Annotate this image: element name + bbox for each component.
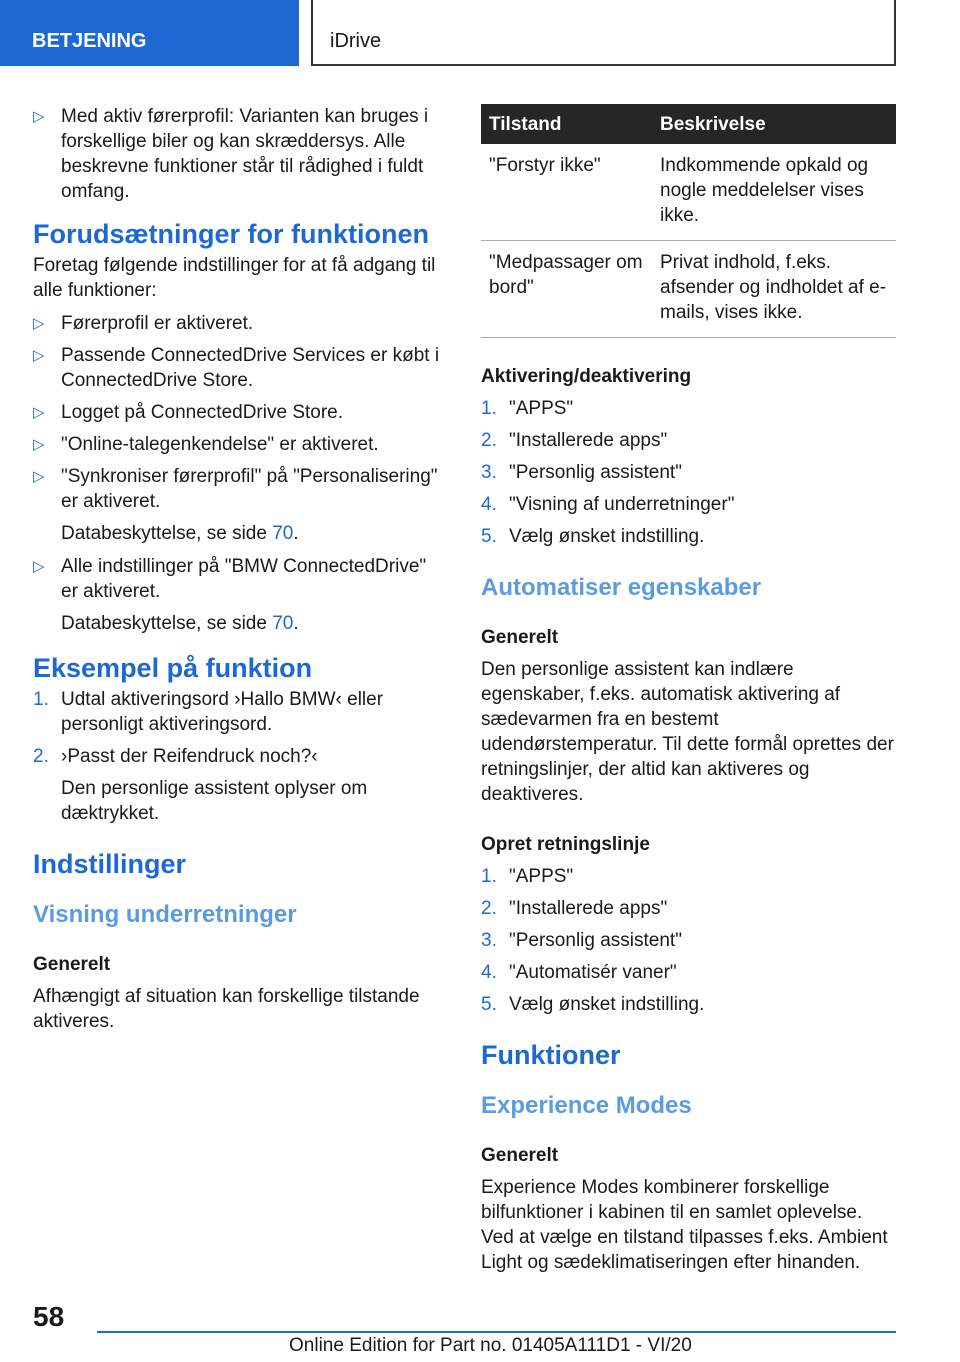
- step-number: 4.: [481, 962, 497, 983]
- triangle-bullet-icon: ▷: [33, 436, 45, 453]
- triangle-bullet-icon: ▷: [33, 404, 45, 421]
- left-column: [33, 104, 443, 1034]
- modes-general-heading: Generelt: [481, 1145, 559, 1166]
- triangle-bullet-icon: ▷: [33, 315, 45, 332]
- cross-reference: Databeskyttelse, se side 70.: [61, 523, 299, 544]
- prereq-heading: Forudsætninger for funktionen: [33, 219, 429, 249]
- step-number: 1.: [33, 689, 49, 710]
- table-header-row: [481, 104, 896, 144]
- triangle-bullet-icon: ▷: [33, 108, 45, 125]
- table-header-state: Tilstand: [481, 104, 652, 144]
- step-item: 5. Vælg ønsket indstilling.: [481, 526, 705, 547]
- example-heading: Eksempel på funktion: [33, 653, 313, 683]
- list-item: ▷ Førerprofil er aktiveret.: [33, 313, 254, 334]
- chapter-title: iDrive: [330, 30, 382, 52]
- chapter-tab: [311, 0, 896, 66]
- step-number: 4.: [481, 494, 497, 515]
- step-number: 2.: [33, 746, 49, 767]
- settings-heading: Indstillinger: [33, 849, 187, 879]
- modes-table: [481, 104, 896, 338]
- list-item: ▷ Logget på ConnectedDrive Store.: [33, 402, 344, 423]
- automate-general-text: Den personlige assistent kan indlære egenskaber, f.eks. automatisk aktivering af sædevarmen fra en bestemt udendørstemperatur. Til dette formål oprettes der retningslinjer, der altid kan aktiveres og deaktiveres.: [481, 659, 894, 805]
- step-number: 5.: [481, 994, 497, 1015]
- list-item: ▷ Alle indstillinger på "BMW ConnectedDrive" er aktiveret.: [33, 556, 427, 602]
- general-heading: Generelt: [33, 954, 111, 975]
- table-cell: "Forstyr ikke": [481, 144, 652, 241]
- triangle-bullet-icon: ▷: [33, 347, 45, 364]
- table-cell: Privat indhold, f.eks. afsender og indholdet af e-mails, vises ikke.: [652, 241, 896, 338]
- list-item: ▷ Passende ConnectedDrive Services er købt i ConnectedDrive Store.: [33, 345, 440, 391]
- step-item: 1. "APPS": [481, 866, 574, 887]
- list-item: ▷ Med aktiv førerprofil: Varianten kan bruges i forskellige biler og kan skræddersys. Alle beskrevne funktioner står til rådighed i fuldt omfang.: [33, 106, 429, 202]
- table-cell: "Medpassager om bord": [481, 241, 652, 338]
- triangle-bullet-icon: ▷: [33, 558, 45, 575]
- guideline-heading: Opret retningslinje: [481, 834, 650, 855]
- modes-heading: Experience Modes: [481, 1092, 692, 1119]
- table-cell: Indkommende opkald og nogle meddelelser vises ikke.: [652, 144, 896, 241]
- list-item: ▷ "Synkroniser førerprofil" på "Personalisering" er aktiveret.: [33, 466, 438, 512]
- automate-general-heading: Generelt: [481, 627, 559, 648]
- step-item: 3. "Personlig assistent": [481, 462, 682, 483]
- section-tab: [0, 0, 299, 66]
- prereq-intro: Foretag følgende indstillinger for at få adgang til alle funktioner:: [33, 255, 436, 301]
- step-item: 1. Udtal aktiveringsord ›Hallo BMW‹ eller personligt aktiveringsord.: [33, 689, 384, 735]
- step-item: 5. Vælg ønsket indstilling.: [481, 994, 705, 1015]
- page-link[interactable]: 70: [272, 613, 294, 634]
- step-item: 2. "Installerede apps": [481, 430, 668, 451]
- step-result: Den personlige assistent oplyser om dæktrykket.: [61, 778, 368, 824]
- step-item: 4. "Automatisér vaner": [481, 962, 677, 983]
- page-number: 58: [33, 1301, 65, 1332]
- page-link[interactable]: 70: [272, 523, 294, 544]
- step-number: 1.: [481, 398, 497, 419]
- activation-heading: Aktivering/deaktivering: [481, 366, 692, 387]
- triangle-bullet-icon: ▷: [33, 468, 45, 485]
- functions-heading: Funktioner: [481, 1040, 621, 1070]
- step-item: 2. "Installerede apps": [481, 898, 668, 919]
- table-header-description: Beskrivelse: [652, 104, 896, 144]
- step-item: 3. "Personlig assistent": [481, 930, 682, 951]
- list-item: ▷ "Online-talegenkendelse" er aktiveret.: [33, 434, 379, 455]
- general-text: Afhængigt af situation kan forskellige tilstande aktiveres.: [33, 986, 420, 1032]
- step-item: 4. "Visning af underretninger": [481, 494, 735, 515]
- step-number: 2.: [481, 898, 497, 919]
- step-number: 3.: [481, 930, 497, 951]
- section-title: BETJENING: [32, 30, 147, 52]
- step-number: 2.: [481, 430, 497, 451]
- modes-general-text: Experience Modes kombinerer forskellige bilfunktioner i kabinen til en samlet oplevelse. Ved at vælge en tilstand tilpasses f.eks. Ambient Light og sædeklimatiseringen efter hinanden.: [481, 1177, 888, 1273]
- table-row: [481, 144, 896, 241]
- table-row: [481, 241, 896, 338]
- step-number: 1.: [481, 866, 497, 887]
- edition-text: Online Edition for Part no. 01405A111D1 - VI/20: [289, 1335, 692, 1356]
- right-column: [481, 104, 896, 1275]
- automate-heading: Automatiser egenskaber: [481, 574, 762, 601]
- step-number: 5.: [481, 526, 497, 547]
- display-heading: Visning underretninger: [33, 901, 297, 928]
- cross-reference: Databeskyttelse, se side 70.: [61, 613, 299, 634]
- step-item: 1. "APPS": [481, 398, 574, 419]
- step-item: 2. ›Passt der Reifendruck noch?‹: [33, 746, 318, 767]
- step-number: 3.: [481, 462, 497, 483]
